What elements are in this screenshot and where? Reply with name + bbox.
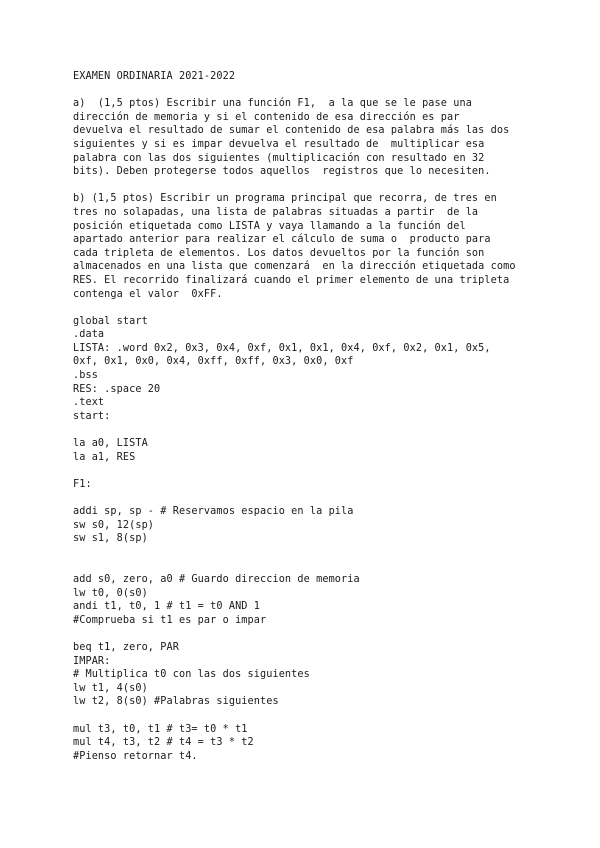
- part-a-line: palabra con las dos siguientes (multiplicación con resultado en 32: [73, 152, 485, 164]
- code-line: la a1, RES: [73, 451, 136, 463]
- code-block-parity: [73, 573, 543, 627]
- code-line: F1:: [73, 478, 92, 490]
- code-line: lw t0, 0(s0): [73, 587, 148, 599]
- code-line: sw s1, 8(sp): [73, 533, 148, 545]
- code-line: #Comprueba si t1 es par o impar: [73, 614, 267, 626]
- spacer: [73, 709, 543, 723]
- part-b-line: posición etiquetada como LISTA y vaya llamando a la función del: [73, 220, 466, 232]
- code-line: lw t2, 8(s0) #Palabras siguientes: [73, 696, 279, 708]
- code-block-f1-label: [73, 478, 543, 492]
- exam-title: EXAMEN ORDINARIA 2021-2022: [73, 71, 236, 82]
- part-b-line: RES. El recorrido finalizará cuando el primer elemento de una tripleta: [73, 274, 510, 286]
- code-block-multiply: [73, 723, 543, 764]
- part-b-line: apartado anterior para realizar el cálculo de suma o producto para: [73, 234, 491, 246]
- part-b-line: almacenados en una lista que comenzará en la dirección etiquetada como: [73, 261, 516, 273]
- code-line: mul t4, t3, t2 # t4 = t3 * t2: [73, 737, 254, 749]
- spacer: [73, 491, 543, 505]
- code-block-data-section: [73, 315, 543, 424]
- code-line: LISTA: .word 0x2, 0x3, 0x4, 0xf, 0x1, 0x1, 0x4, 0xf, 0x2, 0x1, 0x5,: [73, 342, 491, 354]
- part-a-line: a) (1,5 ptos) Escribir una función F1, a la que se le pase una: [73, 98, 472, 110]
- code-line: IMPAR:: [73, 655, 111, 667]
- spacer: [73, 84, 543, 98]
- part-b-line: cada tripleta de elementos. Los datos devueltos por la función son: [73, 247, 485, 259]
- code-line: sw s0, 12(sp): [73, 519, 155, 531]
- spacer: [73, 546, 543, 560]
- part-a-line: bits). Deben protegerse todos aquellos registros que lo necesiten.: [73, 166, 491, 178]
- code-block-stack: [73, 505, 543, 546]
- code-line: #Pienso retornar t4.: [73, 750, 198, 762]
- part-b-line: contenga el valor 0xFF.: [73, 288, 223, 300]
- document-page: [73, 70, 543, 763]
- code-line: .data: [73, 329, 105, 341]
- code-line: la a0, LISTA: [73, 438, 148, 450]
- part-a-paragraph: [73, 97, 543, 179]
- code-line: addi sp, sp - # Reservamos espacio en la pila: [73, 506, 354, 517]
- code-line: .text: [73, 397, 105, 409]
- code-line: global start: [73, 315, 148, 327]
- code-line: beq t1, zero, PAR: [73, 641, 179, 653]
- part-a-line: dirección de memoria y si el contenido de esa dirección es par: [73, 111, 460, 123]
- code-block-impar: [73, 641, 543, 709]
- spacer: [73, 179, 543, 193]
- spacer: [73, 559, 543, 573]
- code-line: start:: [73, 410, 111, 422]
- code-line: .bss: [73, 370, 98, 382]
- part-b-paragraph: [73, 192, 543, 301]
- code-block-load-addresses: [73, 437, 543, 464]
- spacer: [73, 423, 543, 437]
- part-a-line: siguientes y si es impar devuelva el resultado de multiplicar esa: [73, 138, 485, 150]
- code-line: add s0, zero, a0 # Guardo direccion de memoria: [73, 573, 360, 585]
- code-line: RES: .space 20: [73, 383, 161, 395]
- part-b-line: b) (1,5 ptos) Escribir un programa principal que recorra, de tres en: [73, 193, 497, 205]
- code-line: # Multiplica t0 con las dos siguientes: [73, 669, 310, 681]
- part-a-line: devuelva el resultado de sumar el contenido de esa palabra más las dos: [73, 125, 510, 137]
- spacer: [73, 464, 543, 478]
- part-b-line: tres no solapadas, una lista de palabras situadas a partir de la: [73, 206, 479, 218]
- spacer: [73, 301, 543, 315]
- code-line: andi t1, t0, 1 # t1 = t0 AND 1: [73, 601, 261, 613]
- spacer: [73, 627, 543, 641]
- code-line: mul t3, t0, t1 # t3= t0 * t1: [73, 723, 248, 735]
- code-line: lw t1, 4(s0): [73, 682, 148, 694]
- code-line: 0xf, 0x1, 0x0, 0x4, 0xff, 0xff, 0x3, 0x0, 0xf: [73, 356, 354, 368]
